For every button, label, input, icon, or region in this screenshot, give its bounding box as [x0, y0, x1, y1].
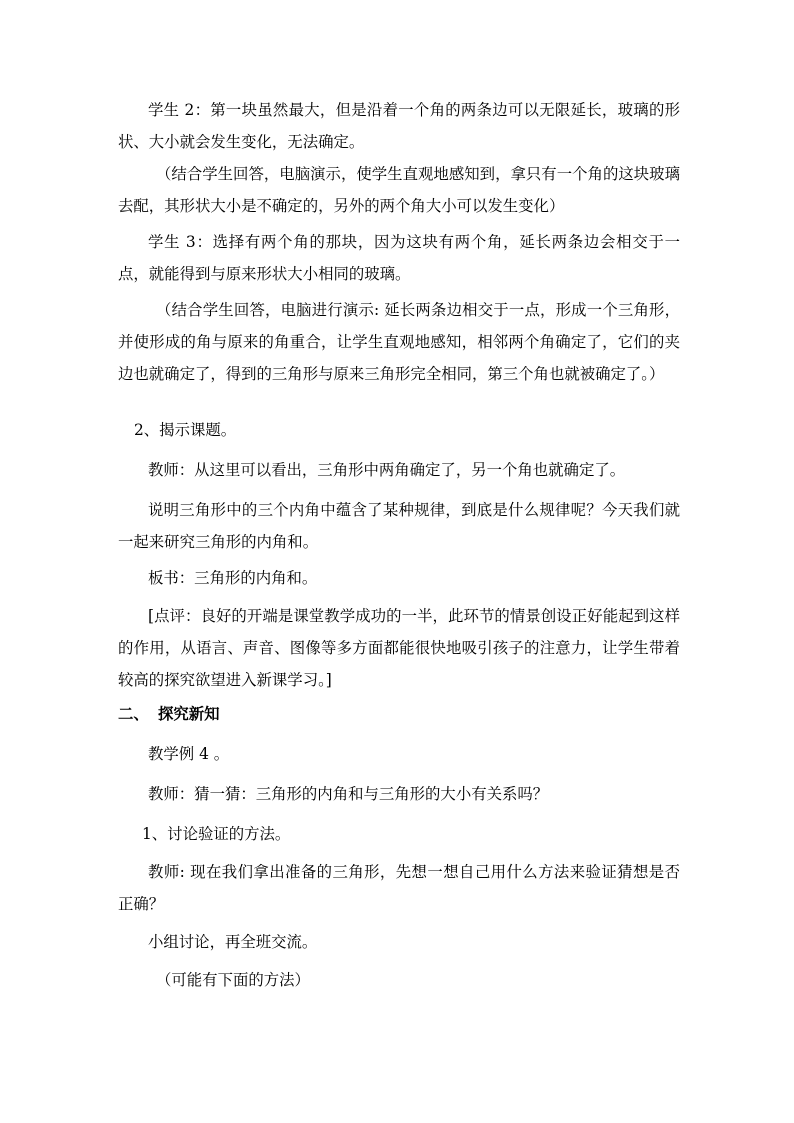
paragraph-demo-note-2: （结合学生回答，电脑进行演示: 延长两条边相交于一点，形成一个三角形，并使形成的角与原来的角重合，让学生直观地感知，相邻两个角确定了，它们的夹边也就确定了，得到的三角形与原来三角形完全相同，第三个角也就被确定了。）	[118, 301, 680, 383]
paragraph-blackboard: 板书：三角形的内角和。	[148, 569, 318, 587]
paragraph-explanation: 说明三角形中的三个内角中蕴含了某种规律，到底是什么规律呢？今天我们就一起来研究三角形的内角和。	[118, 501, 680, 551]
paragraph-teacher-guess: 教师：猜一猜：三角形的内角和与三角形的大小有关系吗？	[148, 785, 549, 803]
paragraph-example: 教学例 4 。	[148, 745, 230, 763]
paragraph-teacher-1: 教师：从这里可以看出，三角形中两角确定了，另一个角也就确定了。	[148, 461, 626, 479]
paragraph-reveal-topic: 2、揭示课题。	[134, 421, 237, 439]
paragraph-discuss-method: 1、讨论验证的方法。	[142, 825, 291, 843]
paragraph-student2: 学生 2：第一块虽然最大，但是沿着一个角的两条边可以无限延长，玻璃的形状、大小就会发生变化，无法确定。	[118, 101, 680, 151]
paragraph-group-discussion: 小组讨论，再全班交流。	[148, 933, 318, 951]
paragraph-teacher-verify: 教师: 现在我们拿出准备的三角形，先想一想自己用什么方法来验证猜想是否正确？	[118, 863, 680, 913]
section-title: 探究新知	[158, 705, 220, 723]
paragraph-demo-note-1: （结合学生回答，电脑演示，使学生直观地感知到，拿只有一个角的这块玻璃去配，其形状大小是不确定的，另外的两个角大小可以发生变化）	[118, 165, 680, 215]
paragraph-comment: [点评：良好的开端是课堂教学成功的一半，此环节的情景创设正好能起到这样的作用，从语言、声音、图像等多方面都能很快地吸引孩子的注意力，让学生带着较高的探究欲望进入新课学习。]	[118, 607, 680, 689]
section-heading	[118, 698, 220, 730]
section-number: 二、	[118, 705, 149, 723]
paragraph-student3: 学生 3：选择有两个角的那块，因为这块有两个角，延长两条边会相交于一点，就能得到与原来形状大小相同的玻璃。	[118, 233, 680, 283]
paragraph-possible-methods: （可能有下面的方法）	[156, 971, 310, 989]
